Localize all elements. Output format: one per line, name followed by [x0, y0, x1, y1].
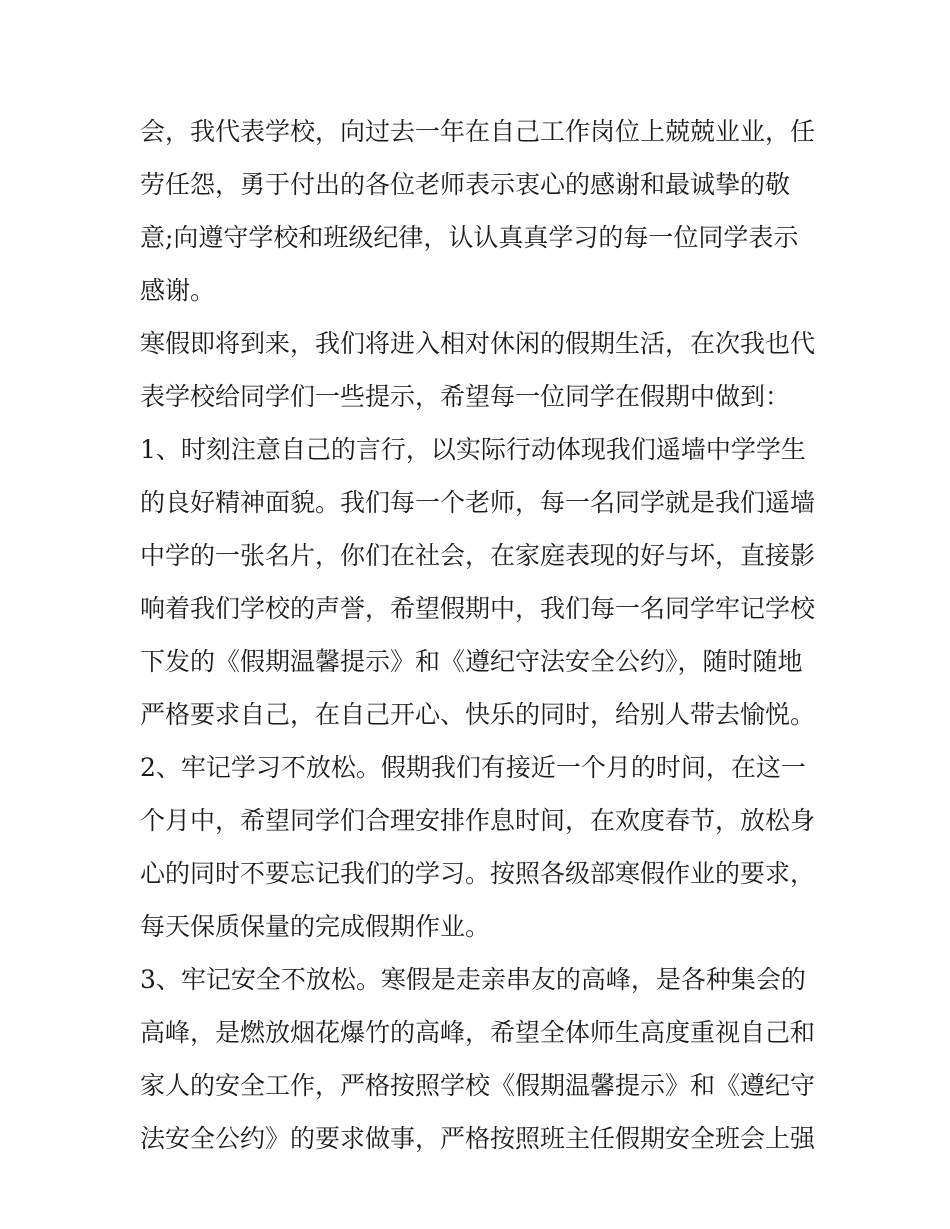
paragraph-item-3-safety: 3、牢记安全不放松。寒假是走亲串友的高峰，是各种集会的高峰，是燃放烟花爆竹的高峰，希望全体师生高度重视自己和家人的安全工作，严格按照学校《假期温馨提示》和《遵纪守法安全公约》的要求做事，严格按照班主任假期安全班会上强	[140, 965, 816, 1153]
paragraph-thanks: 会，我代表学校，向过去一年在自己工作岗位上兢兢业业，任劳任怨，勇于付出的各位老师表示衷心的感谢和最诚挚的敬意;向遵守学校和班级纪律，认认真真学习的每一位同学表示感谢。	[140, 117, 816, 305]
document-body	[140, 105, 820, 1165]
paragraph-item-1-conduct: 1、时刻注意自己的言行，以实际行动体现我们遥墙中学学生的良好精神面貌。我们每一个老师，每一名同学就是我们遥墙中学的一张名片，你们在社会，在家庭表现的好与坏，直接影响着我们学校的声誉，希望假期中，我们每一名同学牢记学校下发的《假期温馨提示》和《遵纪守法安全公约》，随时随地严格要求自己，在自己开心、快乐的同时，给别人带去愉悦。	[140, 435, 816, 729]
paragraph-item-2-study: 2、牢记学习不放松。假期我们有接近一个月的时间，在这一个月中，希望同学们合理安排作息时间，在欢度春节，放松身心的同时不要忘记我们的学习。按照各级部寒假作业的要求，每天保质保量的完成假期作业。	[140, 753, 816, 941]
paragraph-winter-break-intro: 寒假即将到来，我们将进入相对休闲的假期生活，在次我也代表学校给同学们一些提示，希望每一位同学在假期中做到：	[140, 329, 816, 411]
